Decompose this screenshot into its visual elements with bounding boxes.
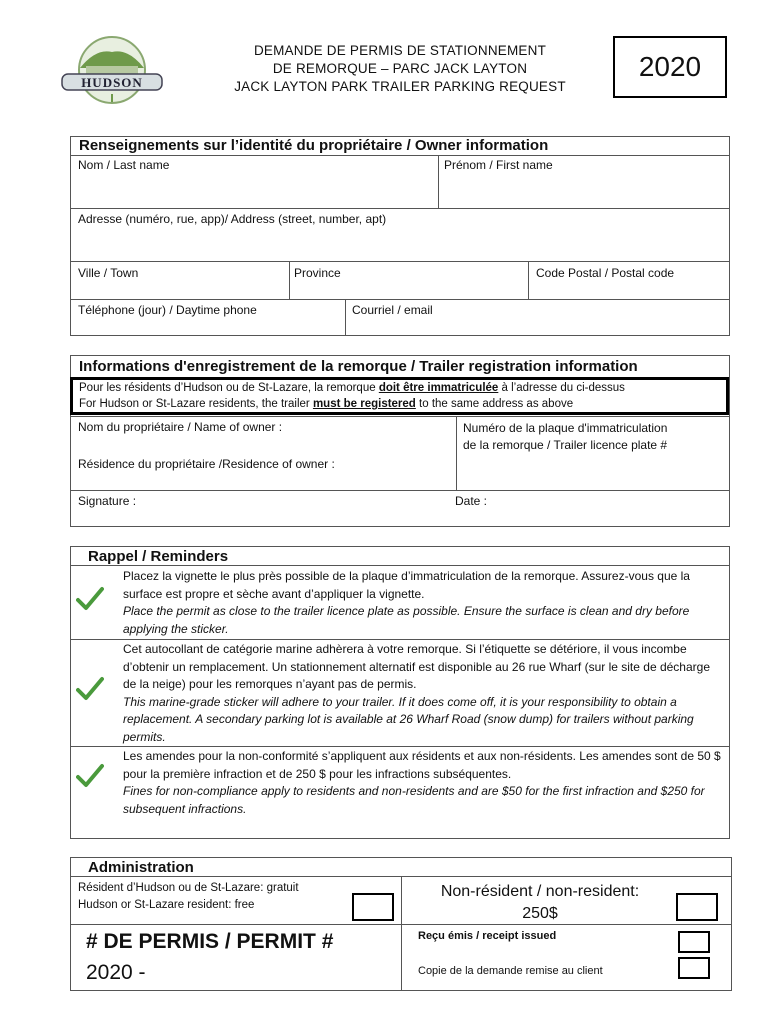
registration-notice [70,377,729,415]
postal-code-label: Code Postal / Postal code [536,266,675,280]
reminders-title: Rappel / Reminders [88,548,229,565]
title-line-3: JACK LAYTON PARK TRAILER PARKING REQUEST [234,79,566,94]
reminder-3-fr: Les amendes pour la non-conformité s’appliquent aux résidents et aux non-résidents. Les amendes sont de 50 $ pour la première infraction et de 250 $ pour les infractions subséquentes. [123,749,721,781]
reminder-item-2 [123,641,723,746]
reminder-item-3 [123,748,723,818]
nonresident-fee-label [409,881,671,925]
owner-section-title: Renseignements sur l’identité du propriétaire / Owner information [79,137,549,154]
receipt-issued-checkbox[interactable] [678,931,710,953]
province-label: Province [294,266,341,280]
last-name-label: Nom / Last name [78,158,170,172]
resident-free-label [78,880,299,914]
date-label: Date : [455,494,488,508]
nonresident-line-1: Non-résident / non-resident: [440,883,640,900]
owner-section [70,136,730,336]
phone-label: Téléphone (jour) / Daytime phone [78,303,257,317]
resident-checkbox[interactable] [352,893,394,921]
first-name-label: Prénom / First name [444,158,553,172]
notice-en: For Hudson or St-Lazare residents, the trailer must be registered to the same address as above [79,398,574,410]
reminder-3-en: Fines for non-compliance apply to residents and non-residents and are $50 for the first infraction and $250 for subsequent infractions. [123,784,705,816]
reminder-1-en: Place the permit as close to the trailer licence plate as possible. Ensure the surface is clean and dry before applying the sticker. [123,604,690,636]
nonresident-checkbox[interactable] [676,893,718,921]
owner-residence-label: Résidence du propriétaire /Residence of owner : [78,457,335,471]
reminder-item-1 [123,568,723,638]
owner-name-label: Nom du propriétaire / Name of owner : [78,420,283,434]
year-box: 2020 [613,36,727,98]
nonresident-line-2: 250$ [522,905,558,922]
permit-number-value: 2020 - [86,961,146,984]
receipt-issued-label: Reçu émis / receipt issued [418,930,557,942]
resident-fr: Résident d’Hudson ou de St-Lazare: gratuit [78,882,299,894]
town-label: Ville / Town [78,266,139,280]
logo-text: HUDSON [81,75,143,90]
administration-section [70,857,732,991]
checkmark-icon [76,676,104,702]
administration-title: Administration [88,859,194,876]
plate-label-line-1: Numéro de la plaque d'immatriculation [463,421,668,435]
signature-label: Signature : [78,494,137,508]
hudson-logo [56,34,168,106]
copy-given-label: Copie de la demande remise au client [418,965,603,977]
resident-en: Hudson or St-Lazare resident: free [78,899,255,911]
email-label: Courriel / email [352,303,433,317]
permit-number-label: # DE PERMIS / PERMIT # [86,930,334,953]
plate-label-line-2: de la remorque / Trailer licence plate # [463,438,668,452]
trailer-section-title: Informations d'enregistrement de la remorque / Trailer registration information [79,358,638,375]
reminder-2-en: This marine-grade sticker will adhere to your trailer. If it does come off, it is your responsibility to obtain a replacement. A secondary parking lot is available at 26 Wharf Road (snow dump) for trailers without parking permits. [123,694,694,744]
checkmark-icon [76,763,104,789]
form-title [200,42,600,96]
title-line-2: DE REMORQUE – PARC JACK LAYTON [272,61,528,76]
checkmark-icon [76,586,104,612]
notice-fr: Pour les résidents d’Hudson ou de St-Lazare, la remorque doit être immatriculée à l’adresse du ci-dessus [79,382,625,394]
plate-number-label [463,420,667,454]
reminder-2-fr: Cet autocollant de catégorie marine adhèrera à votre remorque. Si l’étiquette se détériore, il vous incombe d’obtenir un remplacement. Un stationnement alternatif est disponible au 26 rue Wharf (sur le site de décharge de la neige) pour les remorques n’ayant pas de permis. [123,642,710,691]
address-label: Adresse (numéro, rue, app)/ Address (street, number, apt) [78,212,387,226]
copy-given-checkbox[interactable] [678,957,710,979]
reminder-1-fr: Placez la vignette le plus près possible de la plaque d’immatriculation de la remorque. Assurez-vous que la surface est propre et sèche avant d’appliquer la vignette. [123,569,690,601]
title-line-1: DEMANDE DE PERMIS DE STATIONNEMENT [253,43,547,58]
